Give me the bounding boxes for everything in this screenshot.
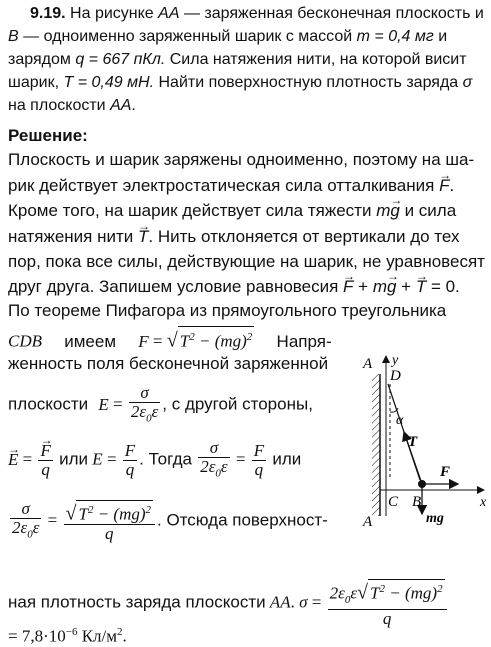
solution-line-7: По теореме Пифагора из прямоугольного треугольника xyxy=(8,301,447,320)
label-a-top: A xyxy=(363,356,373,372)
problem-line-4: шарик, T = 0,49 мН. Найти поверхностную плотность заряда σ xyxy=(8,74,473,91)
problem-line-5: на плоскости AA. xyxy=(8,97,136,114)
label-x: x xyxy=(480,495,487,510)
label-alpha: α xyxy=(396,413,404,428)
solution-line-5: пор, пока все силы, действующие на шарик, не уравновесят xyxy=(8,252,485,271)
solution-line-2: рик действует электростатическая сила отталкивания → F. xyxy=(8,176,454,196)
solution-line-3: Кроме того, на шарик действует сила тяжести m→ g и сила xyxy=(8,201,456,221)
label-y: y xyxy=(392,353,399,368)
label-f: F xyxy=(440,464,451,480)
solution-line-13: ная плотность заряда плоскости AA. σ = $\frac{2\varepsilon_0\varepsilon√ T^2 - (mg)^2}{q}$ xyxy=(8,579,449,628)
problem-line-3: зарядом q = 667 пКл. Сила натяжения нити, на которой висит xyxy=(8,51,467,68)
label-t: T xyxy=(408,434,418,450)
label-a-bottom: A xyxy=(363,514,373,530)
solution-line-8: CDB имеем F = √ $T^2 - (mg)^2$ Напря- xyxy=(8,326,332,352)
solution-result: = $7,8\cdot 10^{-6}$ $Кл/м^2$. xyxy=(8,626,127,646)
problem-number: 9.19. xyxy=(30,5,66,22)
label-mg: mg xyxy=(426,511,444,526)
force-diagram xyxy=(360,350,491,530)
solution-line-6: друг друга. Запишем условие равновесия → F + m→ g + → T = 0. xyxy=(8,277,460,297)
solution-line-9: женность поля бесконечной заряженной xyxy=(8,354,329,373)
problem-line-1: 9.19. На рисунке AA — заряженная бесконечная плоскость и xyxy=(30,5,484,22)
solution-line-4: натяжения нити → T. Нить отклоняется от вертикали до тех xyxy=(8,227,460,247)
solution-line-10: плоскости E = $\frac{\sigma}{2\varepsilon_0\varepsilon}$ , с другой стороны, xyxy=(8,383,313,425)
solution-line-11: → E = → $\frac{F}{q}$ или E = $\frac{F}{q}$ . Тогда $\frac{\sigma}{2\varepsilon_0\varepsilon}$ = $\frac{F}{q}$ или xyxy=(8,439,301,482)
solution-line-12: $\frac{\sigma}{2\varepsilon_0\varepsilon}$ = $\frac{√ T^2 - (mg)^2}{q}$ . Отсюда поверхност- xyxy=(12,499,328,544)
problem-line-2: B — одноименно заряженный шарик с массой m = 0,4 мг и xyxy=(8,28,448,45)
solution-heading: Решение: xyxy=(8,126,88,145)
label-b: B xyxy=(412,494,422,510)
force-f-symbol: → F xyxy=(439,176,449,196)
solution-line-1: Плоскость и шарик заряжены одноименно, поэтому на ша- xyxy=(8,150,475,169)
label-c: C xyxy=(388,494,399,510)
label-d: D xyxy=(390,368,401,384)
charged-plane xyxy=(372,374,380,516)
